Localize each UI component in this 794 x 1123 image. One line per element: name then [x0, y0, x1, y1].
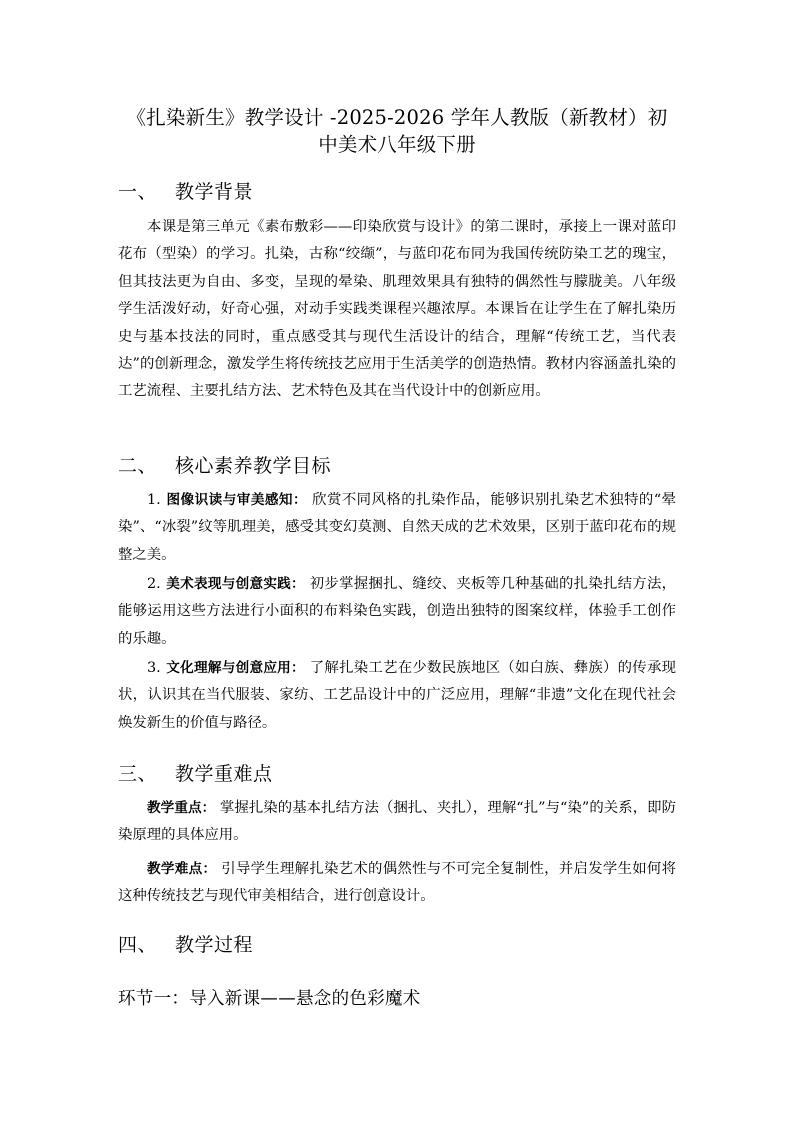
background-paragraph: 本课是第三单元《素布敷彩——印染欣赏与设计》的第二课时，承接上一课对蓝印花布（型染）的学习。扎染，古称“绞缬”，与蓝印花布同为我国传统防染工艺的瑰宝，但其技法更为自由、多变，呈现的晕染、肌理效果具有独特的偶然性与朦胧美。八年级学生活泼好动，好奇心强，对动手实践类课程兴趣浓厚。本课旨在让学生在了解扎染历史与基本技法的同时，重点感受其与现代生活设计的结合，理解“传统工艺，当代表达”的创新理念，激发学生将传统技艺应用于生活美学的创造热情。教材内容涵盖扎染的工艺流程、主要扎结方法、艺术特色及其在当代设计中的创新应用。 — [118, 219, 676, 400]
item-lead: 文化理解与创意应用： — [166, 660, 305, 676]
item-text: 了解扎染工艺在少数民族地区（如白族、彝族）的传承现状，认识其在当代服装、家纺、工艺品设计中的广泛应用，理解“非遗”文化在现代社会焕发新生的价值与路径。 — [118, 660, 677, 731]
item-number: 2. — [147, 576, 161, 592]
item-lead: 图像识读与审美感知： — [166, 492, 308, 508]
section-number: 一、 — [118, 181, 158, 203]
section-title: 教学背景 — [175, 181, 254, 203]
objective-item-2 — [118, 571, 676, 653]
title-line-2: 中美术八年级下册 — [318, 133, 476, 156]
difficulty-lead: 教学难点： — [147, 861, 217, 877]
section-heading-objectives — [118, 452, 331, 480]
step-1-heading: 环节一：导入新课——悬念的色彩魔术 — [118, 989, 421, 1009]
key-point-lead: 教学重点： — [147, 800, 216, 816]
section-title: 教学过程 — [175, 934, 254, 956]
section-heading-key-points — [118, 760, 273, 788]
item-number: 1. — [147, 492, 161, 508]
difficulty-text: 引导学生理解扎染艺术的偶然性与不可完全复制性，并启发学生如何将这种传统技艺与现代审美相结合，进行创意设计。 — [118, 861, 676, 905]
section-heading-background — [118, 178, 253, 206]
item-lead: 美术表现与创意实践： — [166, 576, 305, 592]
item-number: 3. — [147, 660, 161, 676]
section-number: 四、 — [118, 934, 158, 956]
difficulty-paragraph — [118, 856, 676, 911]
key-point-text: 掌握扎染的基本扎结方法（捆扎、夹扎），理解“扎”与“染”的关系，即防染原理的具体应用。 — [118, 800, 676, 844]
section-number: 三、 — [118, 763, 158, 785]
title-line-1: 《扎染新生》教学设计 -2025-2026 学年人教版（新教材）初 — [126, 106, 668, 129]
objective-item-3 — [118, 655, 676, 737]
item-text: 初步掌握捆扎、缝绞、夹板等几种基础的扎染扎结方法，能够运用这些方法进行小面积的布料染色实践，创造出独特的图案纹样，体验手工创作的乐趣。 — [118, 576, 677, 647]
key-point-paragraph — [118, 795, 676, 850]
objective-item-1 — [118, 487, 676, 569]
item-text: 欣赏不同风格的扎染作品，能够识别扎染艺术独特的“晕染”、“冰裂”纹等肌理美，感受其变幻莫测、自然天成的艺术效果，区别于蓝印花布的规整之美。 — [118, 492, 677, 563]
document-title — [118, 104, 676, 158]
section-heading-process — [118, 931, 253, 959]
section-title: 教学重难点 — [175, 763, 273, 785]
section-number: 二、 — [118, 455, 158, 477]
section-title: 核心素养教学目标 — [175, 455, 332, 477]
